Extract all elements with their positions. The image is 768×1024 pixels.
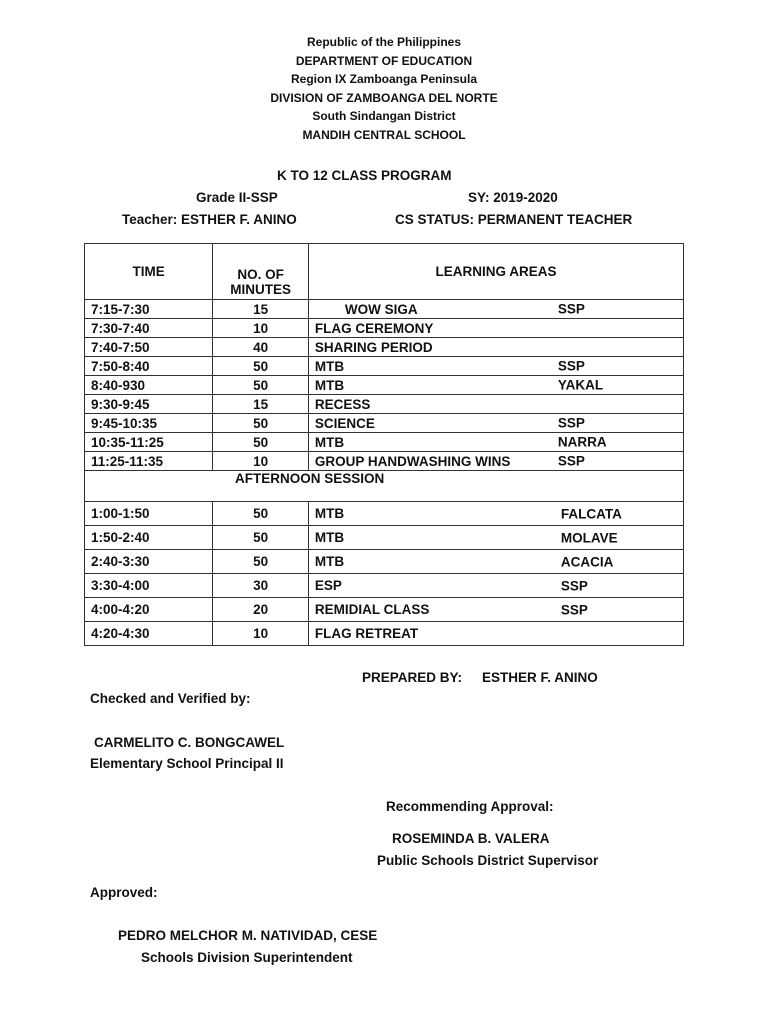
time-cell: 7:15-7:30	[85, 300, 213, 319]
learning-area-cell	[308, 622, 683, 646]
learning-area-cell	[308, 574, 683, 598]
table-row	[85, 357, 684, 376]
school-year: SY: 2019-2020	[468, 190, 558, 205]
prepared-by-label: PREPARED BY:	[362, 670, 463, 685]
section-label: ACACIA	[560, 554, 614, 569]
header-department: DEPARTMENT OF EDUCATION	[295, 54, 473, 68]
prepared-by-name: ESTHER F. ANINO	[482, 670, 598, 685]
learning-area-cell	[308, 550, 683, 574]
subject-label: MTB	[314, 506, 345, 521]
time-cell: 4:20-4:30	[85, 622, 213, 646]
table-row	[85, 300, 684, 319]
section-label: SSP	[557, 415, 585, 431]
minutes-cell: 50	[213, 526, 309, 550]
section-label: MOLAVE	[560, 530, 618, 545]
learning-area-cell	[308, 433, 683, 452]
table-row	[85, 598, 684, 622]
table-row	[85, 452, 684, 471]
minutes-cell: 50	[213, 376, 309, 395]
morning-rows	[85, 300, 684, 471]
principal-title: Elementary School Principal II	[90, 756, 284, 771]
table-row	[85, 338, 684, 357]
subject-label: REMIDIAL CLASS	[314, 602, 430, 617]
afternoon-session-label: AFTERNOON SESSION	[235, 471, 385, 486]
subject-label: SHARING PERIOD	[314, 339, 433, 355]
table-row	[85, 622, 684, 646]
supervisor-name: ROSEMINDA B. VALERA	[392, 831, 550, 846]
time-cell: 2:40-3:30	[85, 550, 213, 574]
learning-area-cell	[308, 376, 683, 395]
header-republic: Republic of the Philippines	[306, 35, 461, 49]
subject-label: GROUP HANDWASHING WINS	[314, 453, 511, 469]
minutes-cell: 50	[213, 550, 309, 574]
learning-areas-header: LEARNING AREAS	[308, 244, 683, 300]
supervisor-title: Public Schools District Supervisor	[377, 853, 599, 868]
subject-label: MTB	[314, 358, 345, 374]
learning-area-cell	[308, 338, 683, 357]
time-cell: 9:30-9:45	[85, 395, 213, 414]
header-division: DIVISION OF ZAMBOANGA DEL NORTE	[270, 91, 498, 105]
minutes-cell: 15	[213, 395, 309, 414]
time-cell: 4:00-4:20	[85, 598, 213, 622]
table-row	[85, 395, 684, 414]
minutes-cell: 15	[213, 300, 309, 319]
minutes-cell: 10	[213, 452, 309, 471]
section-label: SSP	[557, 453, 585, 469]
time-cell: 7:30-7:40	[85, 319, 213, 338]
approved-label: Approved:	[90, 885, 158, 900]
subject-label: MTB	[314, 530, 345, 545]
table-row	[85, 414, 684, 433]
minutes-cell: 10	[213, 319, 309, 338]
cs-status: CS STATUS: PERMANENT TEACHER	[395, 212, 633, 227]
recommending-approval-label: Recommending Approval:	[386, 799, 554, 814]
table-row	[85, 502, 684, 526]
table-row	[85, 574, 684, 598]
superintendent-title: Schools Division Superintendent	[141, 950, 353, 965]
subject-label: MTB	[314, 434, 345, 450]
table-row	[85, 526, 684, 550]
section-label: SSP	[560, 578, 588, 593]
subject-label: MTB	[314, 377, 345, 393]
subject-label: FLAG CEREMONY	[314, 320, 434, 336]
table-row	[85, 433, 684, 452]
grade-label: Grade II-SSP	[196, 190, 278, 205]
learning-area-cell	[308, 357, 683, 376]
minutes-cell: 30	[213, 574, 309, 598]
subject-label: SCIENCE	[314, 415, 375, 431]
learning-area-cell	[308, 319, 683, 338]
teacher-label: Teacher: ESTHER F. ANINO	[122, 212, 297, 227]
learning-area-cell	[308, 452, 683, 471]
subject-label: MTB	[314, 554, 345, 569]
subject-label: FLAG RETREAT	[314, 626, 419, 641]
time-cell: 1:50-2:40	[85, 526, 213, 550]
header-school: MANDIH CENTRAL SCHOOL	[302, 128, 466, 142]
time-cell: 9:45-10:35	[85, 414, 213, 433]
minutes-cell: 50	[213, 414, 309, 433]
section-label: SSP	[557, 301, 585, 317]
time-cell: 10:35-11:25	[85, 433, 213, 452]
learning-area-cell	[308, 300, 683, 319]
time-cell: 3:30-4:00	[85, 574, 213, 598]
time-cell: 8:40-930	[85, 376, 213, 395]
learning-area-cell	[308, 526, 683, 550]
time-cell: 1:00-1:50	[85, 502, 213, 526]
minutes-cell: 50	[213, 502, 309, 526]
section-label: SSP	[560, 602, 588, 617]
checked-verified-label: Checked and Verified by:	[90, 691, 251, 706]
header-district: South Sindangan District	[312, 109, 456, 123]
table-row	[85, 376, 684, 395]
section-label: SSP	[557, 358, 585, 374]
time-header: TIME	[85, 244, 213, 300]
minutes-cell: 10	[213, 622, 309, 646]
minutes-header: NO. OF MINUTES	[213, 244, 309, 300]
table-header-row	[85, 244, 684, 300]
program-title: K TO 12 CLASS PROGRAM	[277, 168, 452, 183]
table-row	[85, 319, 684, 338]
header-region: Region IX Zamboanga Peninsula	[290, 72, 478, 86]
learning-area-cell	[308, 598, 683, 622]
subject-label: WOW SIGA	[344, 301, 418, 317]
table-row	[85, 550, 684, 574]
learning-area-cell	[308, 395, 683, 414]
superintendent-name: PEDRO MELCHOR M. NATIVIDAD, CESE	[118, 928, 378, 943]
principal-name: CARMELITO C. BONGCAWEL	[94, 735, 285, 750]
time-cell: 7:40-7:50	[85, 338, 213, 357]
section-label: FALCATA	[560, 506, 622, 521]
minutes-cell: 20	[213, 598, 309, 622]
afternoon-rows	[85, 502, 684, 646]
time-cell: 7:50-8:40	[85, 357, 213, 376]
section-label: NARRA	[557, 434, 607, 450]
learning-area-cell	[308, 414, 683, 433]
minutes-cell: 40	[213, 338, 309, 357]
subject-label: ESP	[314, 578, 342, 593]
time-cell: 11:25-11:35	[85, 452, 213, 471]
minutes-cell: 50	[213, 357, 309, 376]
minutes-cell: 50	[213, 433, 309, 452]
section-label: YAKAL	[557, 377, 604, 393]
subject-label: RECESS	[314, 396, 371, 412]
class-program-table	[84, 243, 684, 646]
learning-area-cell	[308, 502, 683, 526]
afternoon-session-row	[85, 471, 684, 502]
